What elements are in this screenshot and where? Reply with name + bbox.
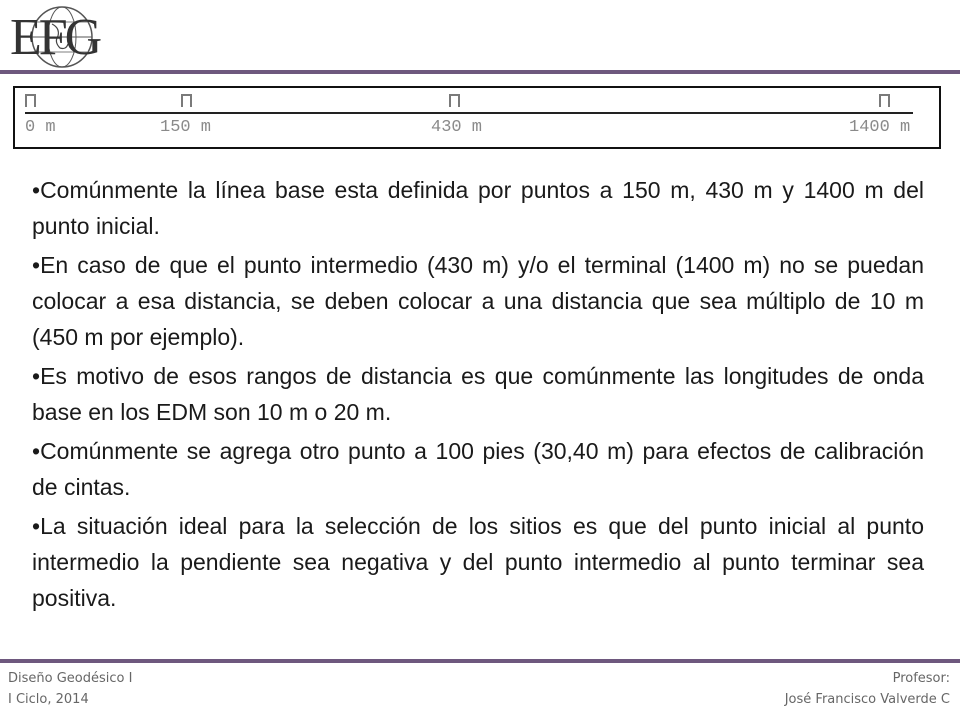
bullet-icon: • <box>32 252 41 278</box>
baseline-line <box>25 112 913 114</box>
baseline-point-marker <box>449 94 460 107</box>
baseline-point-marker <box>181 94 192 107</box>
header-divider <box>0 70 960 74</box>
footer-professor-info <box>785 668 950 710</box>
bullet-item <box>32 172 924 244</box>
baseline-label-430: 430 m <box>431 118 483 137</box>
course-name: Diseño Geodésico I <box>8 671 133 686</box>
course-term: I Ciclo, 2014 <box>8 692 89 707</box>
bullet-item <box>32 433 924 505</box>
logo-text: EFG <box>10 9 100 66</box>
bullet-icon: • <box>32 513 41 539</box>
bullet-list <box>32 172 924 619</box>
bullet-text: Es motivo de esos rangos de distancia es que comúnmente las longitudes de onda base en los EDM son 10 m o 20 m. <box>32 363 924 425</box>
bullet-item <box>32 508 924 616</box>
efg-logo <box>4 2 124 72</box>
bullet-item <box>32 358 924 430</box>
baseline-label-150: 150 m <box>160 118 212 137</box>
baseline-label-start: 0 m <box>25 118 56 137</box>
footer-course-info <box>8 668 132 710</box>
bullet-text: Comúnmente la línea base esta definida por puntos a 150 m, 430 m y 1400 m del punto inicial. <box>32 177 924 239</box>
baseline-point-marker <box>25 94 36 107</box>
bullet-text: La situación ideal para la selección de los sitios es que del punto inicial al punto intermedio la pendiente sea negativa y del punto intermedio al punto terminar sea positiva. <box>32 513 924 611</box>
baseline-point-marker <box>879 94 890 107</box>
bullet-icon: • <box>32 177 41 203</box>
footer-divider <box>0 659 960 663</box>
bullet-text: En caso de que el punto intermedio (430 m) y/o el terminal (1400 m) no se puedan colocar a esa distancia, se deben colocar a una distancia que sea múltiplo de 10 m (450 m por ejemplo). <box>32 252 924 350</box>
baseline-diagram <box>13 86 941 149</box>
baseline-label-1400: 1400 m <box>849 118 911 137</box>
professor-name: José Francisco Valverde C <box>784 692 950 707</box>
bullet-item <box>32 247 924 355</box>
bullet-text: Comúnmente se agrega otro punto a 100 pies (30,40 m) para efectos de calibración de cintas. <box>32 438 924 500</box>
bullet-icon: • <box>32 438 41 464</box>
bullet-icon: • <box>32 363 41 389</box>
professor-label: Profesor: <box>892 671 950 686</box>
